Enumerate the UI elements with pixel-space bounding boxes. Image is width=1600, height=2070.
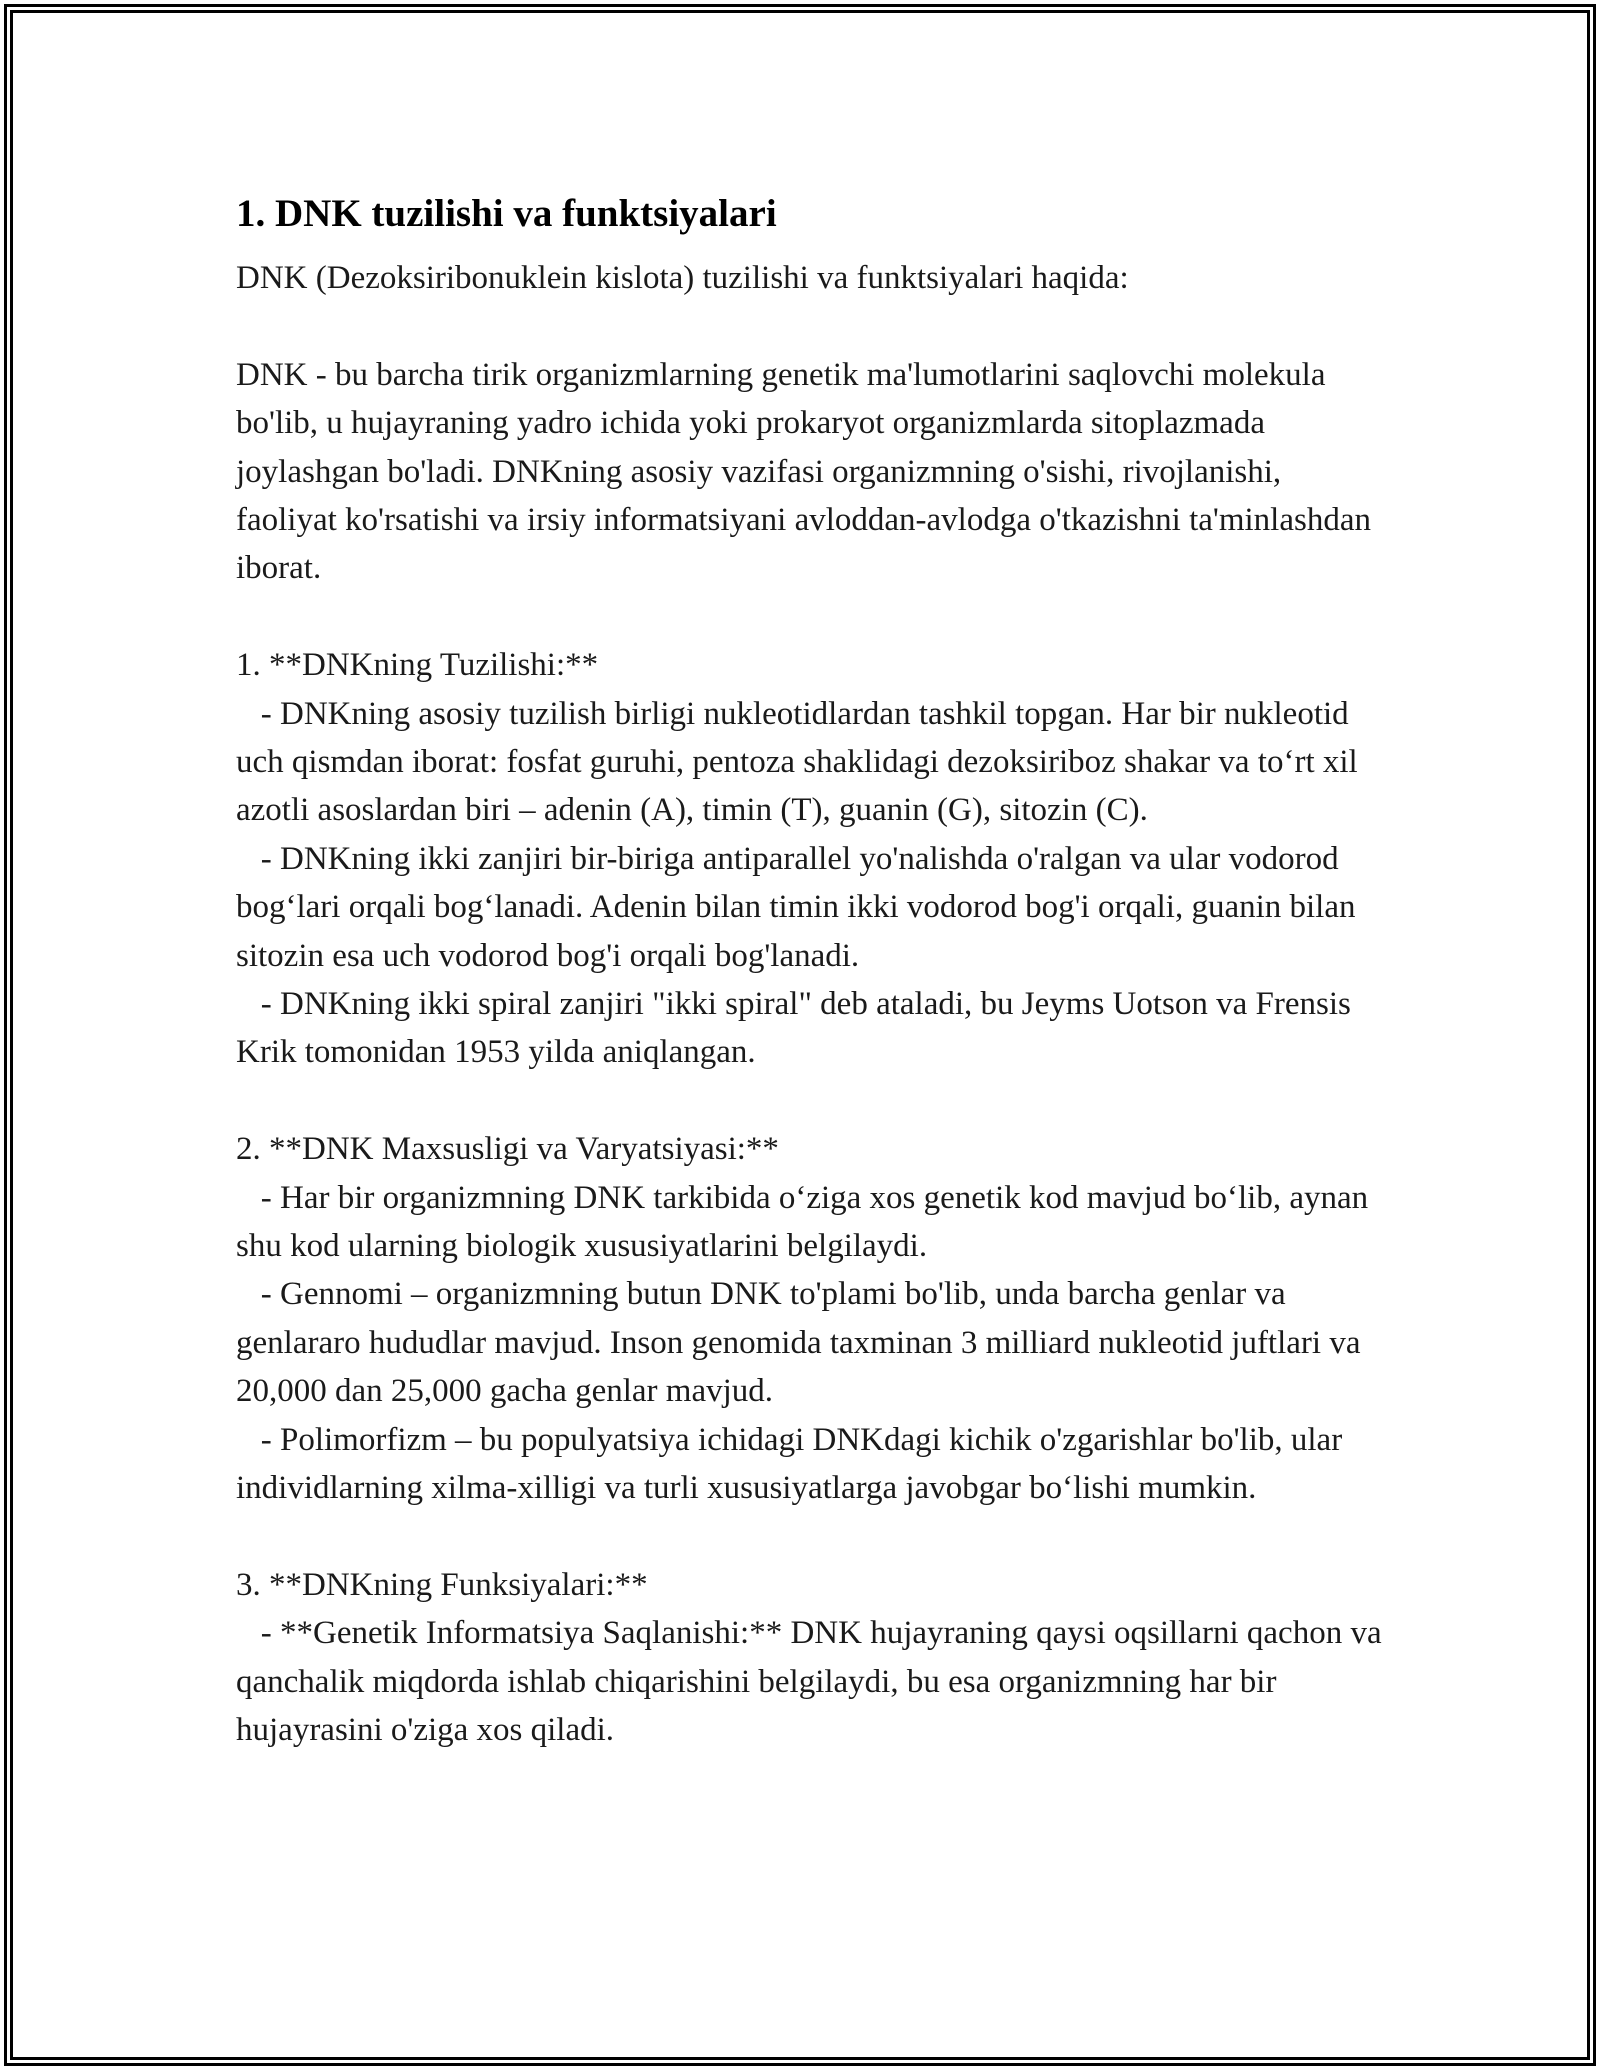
document-title: 1. DNK tuzilishi va funktsiyalari <box>236 192 777 235</box>
list-item: - DNKning ikki zanjiri bir-biriga antiparallel yo'nalishda o'ralgan va ular vodorod bog‘lari orqali bog‘lanadi. Adenin bilan timin ikki vodorod bog'i orqali, guanin bilan sitozin esa uch vodorod bog'i orqali bog'lanadi. <box>236 840 1364 974</box>
document-body <box>236 188 1390 1755</box>
list-item: - Har bir organizmning DNK tarkibida o‘ziga xos genetik kod mavjud bo‘lib, aynan shu kod ularning biologik xususiyatlarini belgilaydi. <box>236 1179 1377 1265</box>
overview-paragraph: DNK - bu barcha tirik organizmlarning genetik ma'lumotlarini saqlovchi molekula bo'lib, u hujayraning yadro ichida yoki prokaryot organizmlarda sitoplazmada joylashgan bo'ladi. DNKning asosiy vazifasi organizmning o'sishi, rivojlanishi, faoliyat ko'rsatishi va irsiy informatsiyani avloddan-avlodga o'tkazishni ta'minlashdan iborat. <box>236 356 1371 587</box>
list-item: - **Genetik Informatsiya Saqlanishi:** DNK hujayraning qaysi oqsillarni qachon va qanchalik miqdorda ishlab chiqarishini belgilaydi, bu esa organizmning har bir hujayrasini o'ziga xos qiladi. <box>236 1615 1390 1749</box>
spacer <box>236 1077 1386 1125</box>
list-item: - Gennomi – organizmning butun DNK to'plami bo'lib, unda barcha genlar va genlararo hududlar mavjud. Inson genomida taxminan 3 milliard nukleotid juftlari va 20,000 dan 25,000 gacha genlar mavjud. <box>236 1276 1369 1410</box>
intro-line: DNK (Dezoksiribonuklein kislota) tuzilishi va funktsiyalari haqida: <box>236 260 1129 296</box>
spacer <box>236 302 1386 350</box>
list-item: - DNKning asosiy tuzilish birligi nukleotidlardan tashkil topgan. Har bir nukleotid uch qismdan iborat: fosfat guruhi, pentoza shaklidagi dezoksiriboz shakar va to‘rt xil azotli asoslardan biri – adenin (A), timin (T), guanin (G), sitozin (C). <box>236 695 1366 829</box>
list-item: - DNKning ikki spiral zanjiri "ikki spiral" deb ataladi, bu Jeyms Uotson va Frensis Krik tomonidan 1953 yilda aniqlangan. <box>236 986 1360 1071</box>
section-heading: 2. **DNK Maxsusligi va Varyatsiyasi:** <box>236 1131 779 1168</box>
list-item: - Polimorfizm – bu populyatsiya ichidagi DNKdagi kichik o'zgarishlar bo'lib, ular individlarning xilma-xilligi va turli xususiyatlarga javobgar bo‘lishi mumkin. <box>236 1421 1351 1507</box>
section-heading: 3. **DNKning Funksiyalari:** <box>236 1566 648 1603</box>
section-specificity <box>236 1125 1386 1512</box>
spacer <box>236 593 1386 641</box>
section-functions <box>236 1561 1390 1755</box>
section-structure <box>236 641 1386 1077</box>
section-heading: 1. **DNKning Tuzilishi:** <box>236 647 599 684</box>
spacer <box>236 1513 1386 1561</box>
